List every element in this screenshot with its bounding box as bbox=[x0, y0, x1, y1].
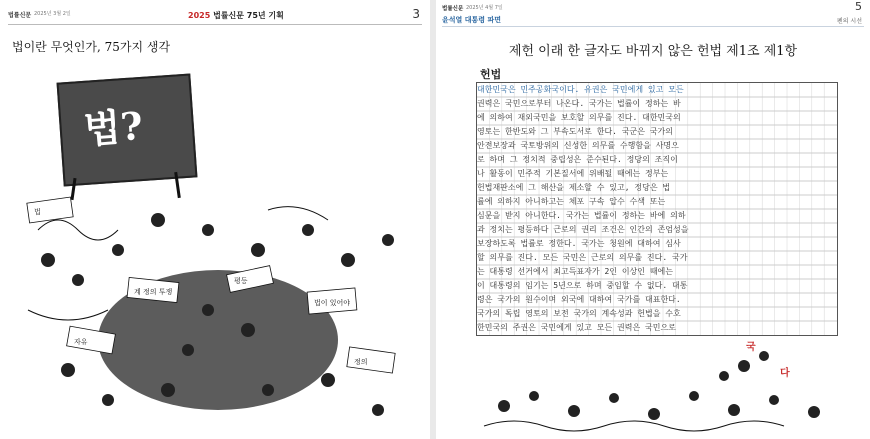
right-page-header bbox=[436, 0, 870, 26]
manuscript-row: 령은 국가의 원수이며 외국에 대하여 국가를 대표한다. bbox=[477, 295, 681, 304]
manuscript-row: 나 활동이 민주적 기본질서에 위배될 때에는 정부는 bbox=[477, 169, 669, 178]
manuscript-row: 에 의하여 재외국민을 보호할 의무를 진다. 대한민국의 bbox=[477, 113, 681, 122]
right-publication: 법률신문 bbox=[442, 6, 464, 12]
left-publication: 법률신문 bbox=[8, 12, 32, 19]
manuscript-row: 과 정치는 평등하다 근로의 권리 조건은 인간의 존엄성을 bbox=[477, 225, 689, 234]
manuscript-grid bbox=[476, 82, 838, 336]
left-page bbox=[0, 0, 430, 439]
sign-3: 법이 있어야 bbox=[314, 299, 351, 307]
chalkboard bbox=[57, 73, 198, 186]
manuscript-row: 할 의무를 진다. 모든 국민은 근로의 의무를 진다. 국가 bbox=[477, 253, 688, 262]
cats-illustration bbox=[444, 336, 864, 436]
sign-6: 정의 bbox=[354, 358, 368, 366]
manuscript-row: 률에 의하지 아니하고는 체포 구속 압수 수색 또는 bbox=[477, 197, 666, 206]
right-page bbox=[436, 0, 870, 439]
column-name: 펜의 시선 bbox=[836, 18, 862, 25]
manuscript-row: 국가의 독립 영토의 보전 국가의 계속성과 헌법을 수호 bbox=[477, 309, 681, 318]
crowd-illustration bbox=[8, 190, 422, 435]
left-page-header bbox=[8, 6, 422, 22]
series-year: 2025 bbox=[188, 11, 211, 20]
manuscript-row: 안전보장과 국토방위의 신성한 의무를 수행함을 사명으 bbox=[477, 141, 679, 150]
header-rule bbox=[8, 24, 422, 25]
manuscript-row: 보장하도록 법률로 정한다. 국가는 청원에 대하여 심사 bbox=[477, 239, 681, 248]
manuscript-row: 헌법재판소에 그 해산을 제소할 수 있고, 정당은 법 bbox=[477, 183, 671, 192]
sign-1: 법 bbox=[34, 208, 41, 216]
manuscript-row: 심문을 받지 아니한다. 국가는 법률이 정하는 바에 의하 bbox=[477, 211, 686, 220]
manuscript-row: 로 하며 그 정치적 중립성은 준수된다. 정당의 조직이 bbox=[477, 155, 678, 164]
series-title bbox=[188, 10, 284, 21]
right-date: 2025년 4월 7일 bbox=[466, 5, 503, 11]
manuscript-row: 한민국의 주권은 국민에게 있고 모든 권력은 국민으로 bbox=[477, 323, 676, 332]
sign-4: 자유 bbox=[74, 338, 88, 346]
stamp-2: 다 bbox=[780, 368, 790, 379]
left-page-number: 3 bbox=[412, 7, 420, 21]
section-title: 윤석열 대통령 파면 bbox=[442, 16, 501, 24]
section-rule bbox=[442, 26, 864, 27]
sign-5: 평등 bbox=[234, 277, 248, 285]
manuscript-row: 권력은 국민으로부터 나온다. 국가는 법률이 정하는 바 bbox=[477, 99, 681, 108]
right-headline: 제헌 이래 한 글자도 바뀌지 않은 헌법 제1조 제1항 bbox=[508, 44, 798, 59]
left-date: 2025년 3월 2일 bbox=[34, 11, 71, 17]
manuscript-row: 는 대통령 선거에서 최고득표자가 2인 이상인 때에는 bbox=[477, 267, 674, 276]
sign-2: 계 정의 투쟁 bbox=[134, 288, 173, 296]
series-name: 법률신문 75년 기획 bbox=[213, 11, 284, 20]
right-page-number: 5 bbox=[855, 0, 862, 13]
board-text: 법? bbox=[82, 102, 145, 152]
stamp-1: 국 bbox=[746, 342, 756, 353]
manuscript-row: 영토는 한반도와 그 부속도서로 한다. 국군은 국가의 bbox=[477, 127, 674, 136]
constitution-tag: 헌법 bbox=[480, 68, 502, 81]
manuscript-row: 이 대통령의 임기는 5년으로 하며 중임할 수 없다. 대통 bbox=[477, 281, 688, 290]
manuscript-row: 대한민국은 민주공화국이다. 유권은 국민에게 있고 모든 bbox=[477, 85, 684, 94]
left-headline: 법이란 무엇인가, 75가지 생각 bbox=[12, 40, 171, 54]
